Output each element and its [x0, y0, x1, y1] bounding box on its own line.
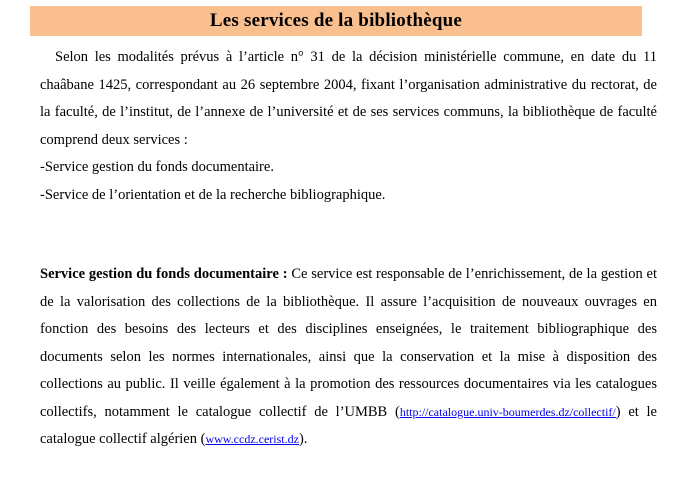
page-title: Les services de la bibliothèque	[209, 10, 463, 31]
intro-paragraph: Selon les modalités prévus à l’article n° 31 de la décision ministérielle commune, en date du 11 chaâbane 1425, correspondant au 26 septembre 2004, fixant l’organisation administrative du rectorat, de la faculté, de l’institut, de l’annexe de l’université et de ses services communs, la bibliothèque de faculté comprend deux services :	[40, 49, 657, 148]
service-description-text-2: ) et le catalogue collectif algérien (	[40, 403, 657, 447]
service-heading-inline: Service gestion du fonds documentaire :	[40, 266, 288, 282]
service-list-item-2: -Service de l’orientation et de la recherche bibliographique.	[40, 186, 386, 203]
umbb-catalogue-link[interactable]: http://catalogue.univ-boumerdes.dz/collectif/	[399, 404, 616, 419]
service-list-item-1: -Service gestion du fonds documentaire.	[40, 159, 274, 175]
service-description-text-3: ).	[298, 431, 308, 447]
service-description-paragraph	[40, 261, 657, 454]
title-banner	[30, 6, 642, 36]
document-body	[40, 44, 657, 454]
service-description-text-1: Ce service est responsable de l’enrichissement, de la gestion et de la valorisation des collections de la bibliothèque. Il assure l’acquisition de nouveaux ouvrages en fonction des besoins des lecteurs et des disciplines enseignées, le traitement bibliographique des documents selon les normes internationales, ainsi que la conservation et la mise à disposition des collections au public. Il veille également à la promotion des ressources documentaires via les catalogues collectifs, notamment le catalogue collectif de l’UMBB (	[40, 266, 657, 420]
ccdz-cerist-link[interactable]: www.ccdz.cerist.dz	[205, 432, 299, 446]
